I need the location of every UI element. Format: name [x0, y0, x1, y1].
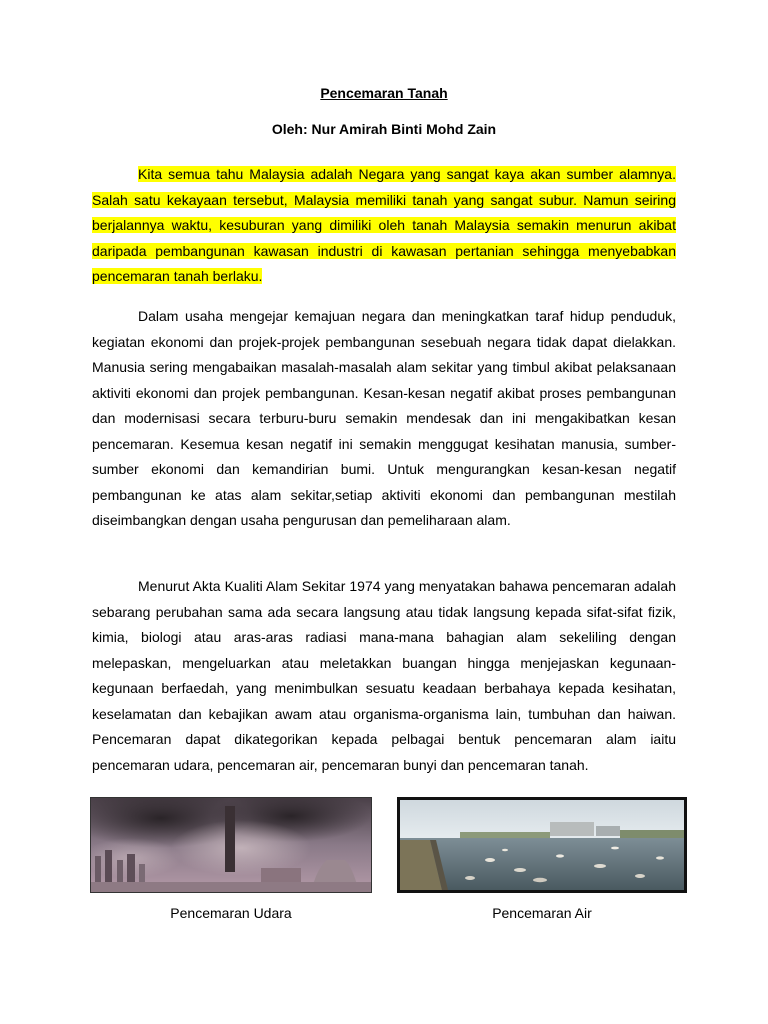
water-pollution-image — [397, 797, 687, 893]
document-author: Oleh: Nur Amirah Binti Mohd Zain — [271, 121, 497, 137]
document-title: Pencemaran Tanah — [320, 85, 448, 101]
figure-caption-water: Pencemaran Air — [492, 905, 592, 921]
paragraph-definition: Menurut Akta Kualiti Alam Sekitar 1974 yang menyatakan bahawa pencemaran adalah sebarang perubahan sama ada secara langsung atau tidak langsung kepada sifat-sifat fizik, kimia, biologi atau aras-aras radiasi mana-mana bahagian alam sekeliling dengan melepaskan, mengeluarkan atau meletakkan buangan hingga menjejaskan kegunaan-kegunaan berfaedah, yang menimbulkan sesuatu keadaan berbahaya kepada kesihatan, keselamatan dan kebajikan awam atau organisma-organisma lain, tumbuhan dan haiwan. Pencemaran dapat dikategorikan kepada pelbagai bentuk pencemaran alam iaitu pencemaran udara, pencemaran air, pencemaran bunyi dan pencemaran tanah. — [92, 578, 676, 773]
highlighted-text: Kita semua tahu Malaysia adalah Negara yang sangat kaya akan sumber alamnya. Salah satu kekayaan tersebut, Malaysia memiliki tanah yang sangat subur. Namun seiring berjalannya waktu, kesuburan yang dimiliki oleh tanah Malaysia semakin menurun akibat daripada pembangunan kawasan industri di kawasan pertanian sehingga menyebabkan pencemaran tanah berlaku. — [92, 166, 676, 284]
figure-caption-air: Pencemaran Udara — [170, 905, 292, 921]
paragraph-intro — [92, 162, 676, 290]
paragraph-development: Dalam usaha mengejar kemajuan negara dan meningkatkan taraf hidup penduduk, kegiatan ekonomi dan projek-projek pembangunan sesebuah negara tidak dapat dielakkan. Manusia sering mengabaikan masalah-masalah alam sekitar yang timbul akibat pelaksanaan aktiviti ekonomi dan projek pembangunan. Kesan-kesan negatif akibat proses pembangunan dan modernisasi secara terburu-buru semakin mendesak dan ini mengakibatkan kesan pencemaran. Kesemua kesan negatif ini semakin menggugat kesihatan manusia, sumber-sumber ekonomi dan kemandirian bumi. Untuk mengurangkan kesan-kesan negatif pembangunan ke atas alam sekitar,setiap aktiviti ekonomi dan pembangunan mestilah diseimbangkan dengan usaha pengurusan dan pemeliharaan alam. — [92, 308, 676, 528]
air-pollution-image — [90, 797, 372, 893]
